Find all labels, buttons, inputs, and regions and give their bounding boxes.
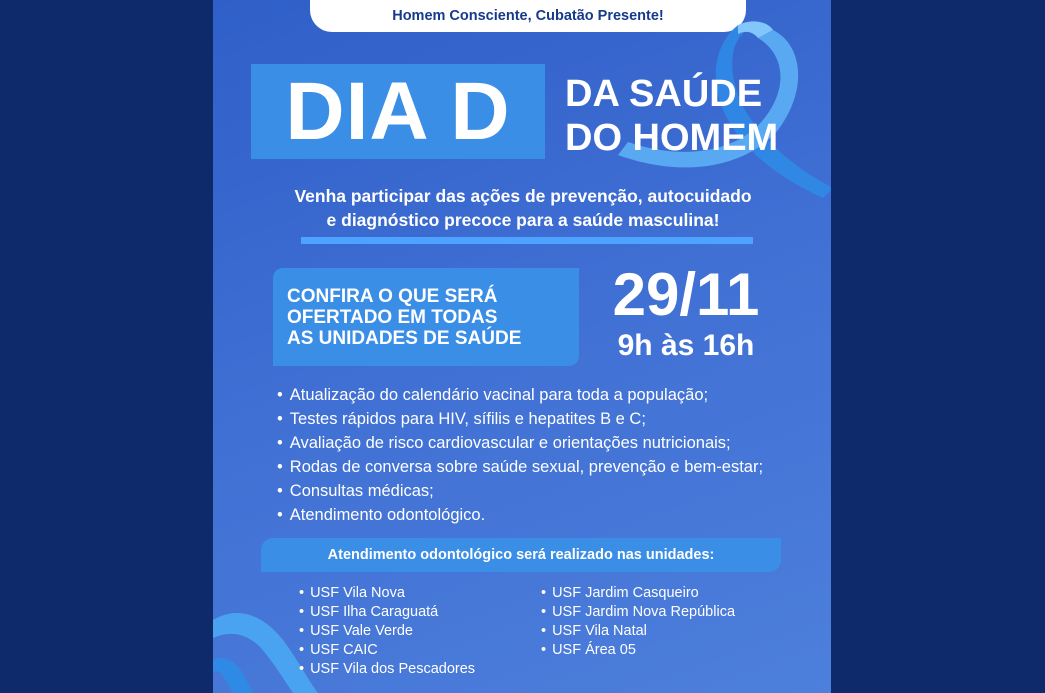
services-list xyxy=(277,383,763,527)
list-item: • USF CAIC xyxy=(299,641,475,660)
list-item: • Rodas de conversa sobre saúde sexual, prevenção e bem-estar; xyxy=(277,455,763,479)
dia-d-title: DIA D xyxy=(285,66,511,157)
list-item: • USF Área 05 xyxy=(541,641,735,660)
event-hours: 9h às 16h xyxy=(617,329,755,362)
list-item: • Atualização do calendário vacinal para toda a população; xyxy=(277,383,763,407)
units-list-left xyxy=(299,584,475,679)
list-item: • USF Vila Nova xyxy=(299,584,475,603)
list-item: • Atendimento odontológico. xyxy=(277,503,763,527)
list-item: • Avaliação de risco cardiovascular e orientações nutricionais; xyxy=(277,431,763,455)
campaign-poster xyxy=(213,0,831,693)
title-line-2: DO HOMEM xyxy=(565,117,779,159)
intro-line-2: e diagnóstico precoce para a saúde masculina! xyxy=(326,210,720,230)
list-item: • USF Vila dos Pescadores xyxy=(299,660,475,679)
divider xyxy=(301,237,753,244)
title-line-1: DA SAÚDE xyxy=(565,73,763,115)
list-item: • USF Ilha Caraguatá xyxy=(299,603,475,622)
list-item: • USF Jardim Nova República xyxy=(541,603,735,622)
intro-line-1: Venha participar das ações de prevenção, autocuidado xyxy=(294,186,752,206)
list-item: • USF Vila Natal xyxy=(541,622,735,641)
offer-line-2: OFERTADO EM TODAS xyxy=(287,307,498,328)
list-item: • USF Vale Verde xyxy=(299,622,475,641)
list-item: • Testes rápidos para HIV, sífilis e hepatites B e C; xyxy=(277,407,763,431)
dental-heading: Atendimento odontológico será realizado nas unidades: xyxy=(327,547,715,563)
dia-d-title-box xyxy=(251,64,545,159)
units-list-right xyxy=(541,584,735,660)
slogan-text: Homem Consciente, Cubatão Presente! xyxy=(392,8,664,24)
list-item: • USF Jardim Casqueiro xyxy=(541,584,735,603)
list-item: • Consultas médicas; xyxy=(277,479,763,503)
offer-line-3: AS UNIDADES DE SAÚDE xyxy=(287,328,522,349)
dental-heading-band xyxy=(261,538,781,572)
offer-line-1: CONFIRA O QUE SERÁ xyxy=(287,286,498,307)
offer-box xyxy=(273,268,579,366)
intro-text xyxy=(253,184,793,232)
title-subtitle xyxy=(565,72,778,160)
event-date: 29/11 xyxy=(612,261,760,328)
